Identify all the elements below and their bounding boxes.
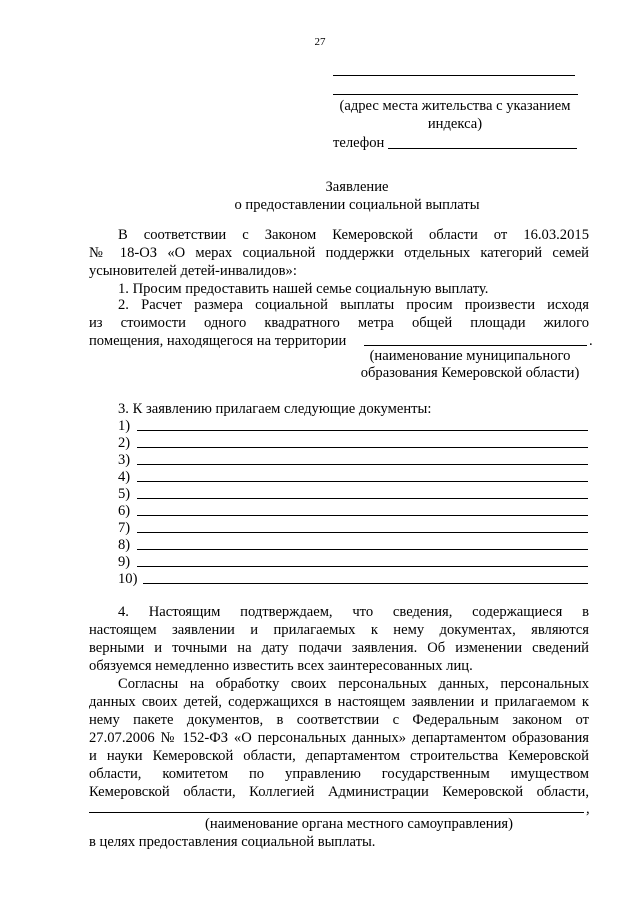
item-4-line-2: настоящем заявлении и прилагаемых к нему документах, являются — [89, 622, 589, 638]
doc-line-10 — [143, 583, 588, 584]
doc-line-9 — [137, 566, 588, 567]
intro-line-1: В соответствии с Законом Кемеровской области от 16.03.2015 — [118, 227, 589, 243]
authority-line — [89, 812, 584, 813]
consent-line-3: нему пакете документов, в соответствии с Федеральным законом от — [89, 712, 589, 728]
item-2-line-3: помещения, находящегося на территории — [89, 333, 347, 349]
doc-line-5 — [137, 498, 588, 499]
intro-line-2: № 18-ОЗ «О мерах социальной поддержки отдельных категорий семей — [89, 245, 589, 261]
consent-line-4: 27.07.2006 № 152-ФЗ «О персональных данных» департаментом образования — [89, 730, 589, 746]
item-4-line-4: обязуемся немедленно известить всех заинтересованных лиц. — [89, 658, 473, 674]
consent-final: в целях предоставления социальной выплаты. — [89, 834, 376, 850]
doc-number-10: 10) — [118, 571, 138, 587]
doc-number-8: 8) — [118, 537, 131, 553]
doc-number-1: 1) — [118, 418, 131, 434]
consent-line-2: данных своих детей, содержащихся в настоящем заявлении и прилагаемом к — [89, 694, 589, 710]
document-title: Заявление — [325, 179, 389, 195]
consent-end-mark: , — [586, 801, 590, 817]
item-4-line-3: верными и точными на дату подачи заявления. Об изменении сведений — [89, 640, 589, 656]
address-hint-1: (адрес места жительства с указанием — [339, 98, 571, 114]
page-number: 27 — [314, 36, 326, 48]
item-1: 1. Просим предоставить нашей семье социальную выплату. — [118, 281, 489, 297]
doc-number-9: 9) — [118, 554, 131, 570]
item-2-line-1: 2. Расчет размера социальной выплаты просим произвести исходя — [118, 297, 589, 313]
doc-line-4 — [137, 481, 588, 482]
item-4-line-1: 4. Настоящим подтверждаем, что сведения, содержащиеся в — [118, 604, 589, 620]
doc-number-2: 2) — [118, 435, 131, 451]
item-2-end-mark: . — [589, 333, 593, 349]
doc-line-2 — [137, 447, 588, 448]
doc-line-1 — [137, 430, 588, 431]
doc-number-4: 4) — [118, 469, 131, 485]
authority-hint: (наименование органа местного самоуправления) — [205, 816, 513, 832]
item-3-title: 3. К заявлению прилагаем следующие документы: — [118, 401, 432, 417]
address-line-1 — [333, 75, 575, 76]
municipality-line — [364, 345, 587, 346]
intro-line-3: усыновителей детей-инвалидов»: — [89, 263, 297, 279]
consent-line-6: области, комитетом по управлению государственным имуществом — [89, 766, 589, 782]
doc-number-5: 5) — [118, 486, 131, 502]
consent-line-1: Согласны на обработку своих персональных данных, персональных — [118, 676, 589, 692]
address-hint-2: индекса) — [427, 116, 483, 132]
consent-line-5: и науки Кемеровской области, департаментом строительства Кемеровской — [89, 748, 589, 764]
phone-line — [388, 148, 577, 149]
address-line-2 — [333, 94, 578, 95]
item-2-line-2: из стоимости одного квадратного метра общей площади жилого — [89, 315, 589, 331]
doc-number-3: 3) — [118, 452, 131, 468]
doc-number-6: 6) — [118, 503, 131, 519]
doc-line-6 — [137, 515, 588, 516]
consent-line-7: Кемеровской области, Коллегией Администрации Кемеровской области, — [89, 784, 589, 800]
document-subtitle: о предоставлении социальной выплаты — [234, 197, 480, 213]
doc-line-3 — [137, 464, 588, 465]
phone-label: телефон — [333, 135, 385, 151]
doc-line-8 — [137, 549, 588, 550]
doc-line-7 — [137, 532, 588, 533]
municipality-hint-1: (наименование муниципального — [369, 348, 571, 364]
doc-number-7: 7) — [118, 520, 131, 536]
municipality-hint-2: образования Кемеровской области) — [360, 365, 580, 381]
